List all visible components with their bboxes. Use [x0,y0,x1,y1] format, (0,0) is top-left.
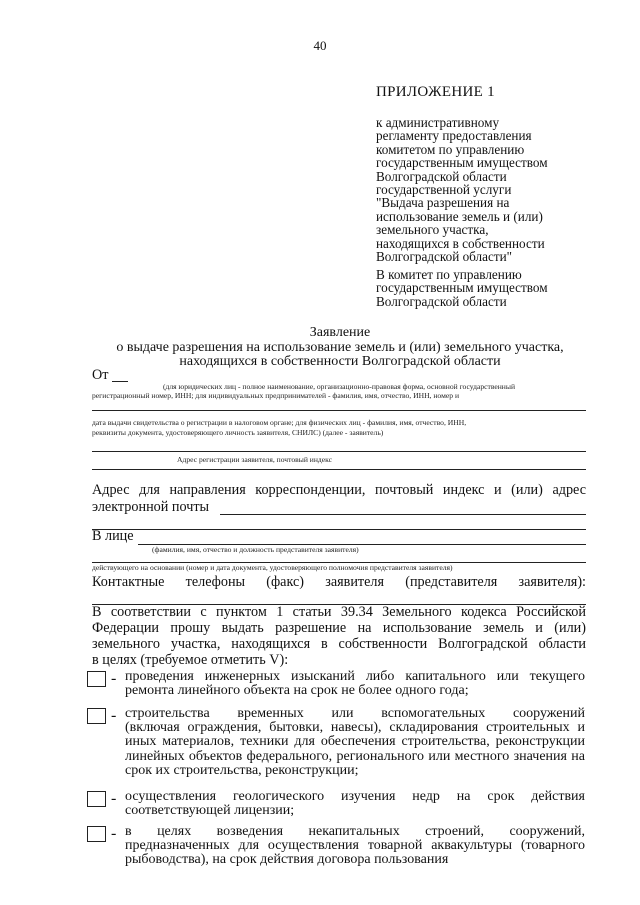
appendix-title: ПРИЛОЖЕНИЕ 1 [376,84,495,100]
appendix-description [376,116,591,263]
phones-label: Контактные телефоны (факс) заявителя (представителя заявителя): [92,574,586,590]
correspondence-label: Адрес для направления корреспонденции, почтовый индекс и (или) адрес [92,482,586,498]
request-text: земельного участка, находящихся в собственности Волгоградской области [92,636,586,652]
request-text: в целях (требуемое отметить V): [92,652,289,668]
correspondence-label: электронной почты [92,499,210,515]
request-text: В соответствии с пунктом 1 статьи 39.34 Земельного кодекса Российской [92,604,586,620]
from-hint: (для юридических лиц - полное наименование, организационно-правовая форма, основной государственный [162,382,516,391]
appendix-line: находящихся в собственности [376,235,545,251]
option-text: проведения инженерных изысканий либо капитального или текущего [125,669,585,684]
acting-hint: действующего на основании (номер и дата документа, удостоверяющего полномочия представителя заявителя) [92,563,453,572]
application-title: Заявление [309,325,371,340]
appendix-line: земельного участка, [376,222,489,238]
from-label: От [92,367,109,383]
correspondence-field[interactable] [220,514,586,515]
request-text: Федерации прошу выдать разрешение на использование земель и (или) [92,620,586,636]
addressee-line: Волгоградской области [376,293,507,309]
appendix-line: "Выдача разрешения на [376,195,510,211]
appendix-line: государственной услуги [376,182,512,198]
option-engineering-survey: - проведения инженерных изысканий либо капитального или текущего ремонта линейного объекта на срок не более одного года; [87,670,585,702]
addressee [376,268,591,308]
option-text: предназначенных для осуществления товарной аквакультуры (товарного рыбоводства), на срок действия договора пользования [125,838,585,868]
application-subtitle: находящихся в собственности Волгоградской области [179,354,501,369]
appendix-line: комитетом по управлению [376,141,525,157]
appendix-line: регламенту предоставления [376,128,532,144]
page-number: 40 [313,38,327,53]
option-temporary-structures: - строительства временных или вспомогательных сооружений (включая ограждения, бытовки, навесы), складирования строительных и иных материалов, техники для обеспечения строительства, реконструкции линейных объектов федерального, регионального или местного значения на срок их строительства, реконструкции; [87,707,585,783]
application-subtitle: о выдаче разрешения на использование земель и (или) земельного участка, [116,340,564,355]
option-text: осуществления геологического изучения недр на срок действия [125,789,585,804]
appendix-line: использование земель и (или) [376,208,543,224]
option-text: соответствующей лицензии; [125,803,295,819]
addressee-line: государственным имуществом [376,280,548,296]
representative-label: В лице [92,528,134,544]
appendix-line: Волгоградской области" [376,249,513,265]
from-field-line[interactable] [92,410,586,411]
checkbox[interactable] [87,671,106,687]
option-text: в целях возведения некапитальных строений, сооружений, [125,824,585,839]
addressee-line: В комитет по управлению [376,267,522,282]
checkbox[interactable] [87,791,106,807]
from-hint: дата выдачи свидетельства о регистрации в налоговом органе; для физических лиц - фамилия, имя, отчество, ИНН, [92,418,467,427]
appendix-line: к административному [376,115,500,130]
option-aquaculture: - в целях возведения некапитальных строений, сооружений, предназначенных для осуществления товарной аквакультуры (товарного рыбоводства), на срок действия договора пользования [87,825,585,871]
address-field-line[interactable] [92,469,586,470]
from-hint: реквизиты документа, удостоверяющего личность заявителя, СНИЛС) (далее - заявитель) [92,428,384,437]
checkbox[interactable] [87,708,106,724]
option-text: (включая ограждения, бытовки, навесы), складирования строительных и иных материалов, техники для обеспечения строительства, реконструкции линейных объектов федерального, регионального или местного значения на срок их строительства, реконструкции; [125,720,585,778]
correspondence-field-line[interactable] [92,529,586,530]
checkbox[interactable] [87,826,106,842]
option-text: ремонта линейного объекта на срок не более одного года; [125,683,469,699]
appendix-line: государственным имуществом [376,155,548,171]
from-hint: регистрационный номер, ИНН; для индивидуальных предпринимателей - фамилия, имя, отчество, ИНН, номер и [92,391,460,400]
option-text: строительства временных или вспомогательных сооружений [125,706,585,721]
address-hint: Адрес регистрации заявителя, почтовый индекс [177,455,333,464]
address-field[interactable] [92,451,586,452]
appendix-line: Волгоградской области [376,168,507,184]
representative-hint: (фамилия, имя, отчество и должность представителя заявителя) [152,545,359,554]
option-geological-study: - осуществления геологического изучения недр на срок действия соответствующей лицензии; [87,790,585,822]
